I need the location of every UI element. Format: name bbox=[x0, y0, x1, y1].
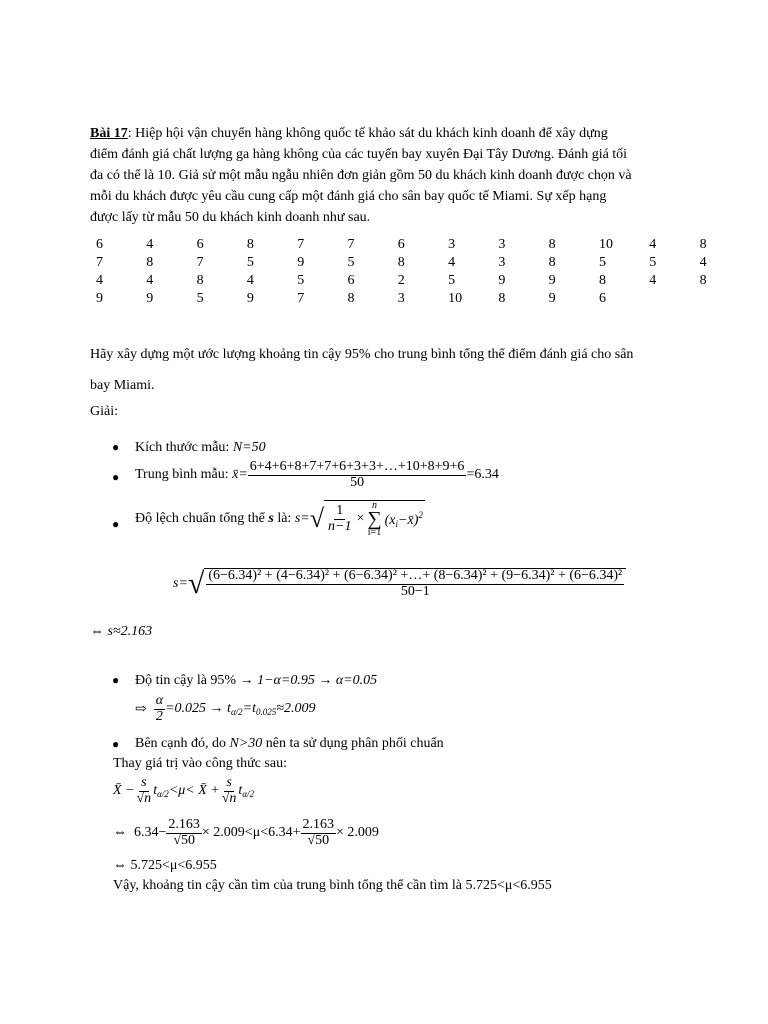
sample-mean-lhs: x̄= bbox=[232, 467, 248, 483]
std-expanded-formula bbox=[173, 568, 626, 599]
bullet-dot: ● bbox=[112, 470, 120, 484]
ci-s: s bbox=[141, 775, 147, 790]
ci-sub-num: 2.163 bbox=[302, 817, 334, 832]
bullet-dot: ● bbox=[112, 517, 120, 531]
question bbox=[90, 339, 684, 401]
confidence-math: → 1−α=0.95 → α=0.05 bbox=[239, 673, 378, 688]
confidence-label: Độ tin cậy là 95% bbox=[135, 673, 237, 688]
ci-sub-den: √50 bbox=[173, 832, 195, 848]
std-expanded-den: 50−1 bbox=[400, 583, 430, 599]
table-cell: 8 bbox=[146, 255, 154, 270]
ci-sub-c: × 2.009 bbox=[336, 825, 379, 841]
bullet-dot: ● bbox=[112, 673, 120, 687]
table-row bbox=[90, 236, 744, 254]
ci-s-over-sqrtn bbox=[135, 776, 154, 806]
ci-sub-den: √50 bbox=[307, 832, 330, 848]
table-cell: 8 bbox=[548, 237, 556, 252]
table-cell: 8 bbox=[397, 255, 405, 270]
sum-top: n bbox=[371, 500, 377, 511]
t-sub2: 0.025 bbox=[256, 707, 277, 718]
sum-term: (x bbox=[384, 512, 396, 528]
ci-tsub: α/2 bbox=[242, 789, 255, 800]
sample-mean-denominator: 50 bbox=[350, 474, 365, 490]
table-cell: 8 bbox=[598, 273, 606, 288]
problem-text-line1: : Hiệp hội vận chuyển hàng không quốc tế khảo sát du khách kinh doanh để xây dựng bbox=[127, 126, 608, 141]
table-row bbox=[90, 290, 744, 308]
ci-sqrtn: √n bbox=[136, 790, 152, 806]
table-cell: 8 bbox=[699, 237, 707, 252]
table-cell: 8 bbox=[498, 291, 506, 306]
substitute-text: Thay giá trị vào công thức sau: bbox=[113, 756, 287, 771]
sum-term-sub: i bbox=[395, 518, 399, 529]
question-line2: bay Miami. bbox=[90, 378, 155, 393]
ci-tsub: α/2 bbox=[157, 789, 169, 800]
std-label-tail: là: bbox=[277, 510, 292, 526]
sample-mean-fraction bbox=[248, 460, 467, 490]
table-cell: 9 bbox=[548, 291, 556, 306]
std-expanded-radicand bbox=[204, 568, 626, 599]
table-cell: 7 bbox=[297, 291, 305, 306]
table-cell: 6 bbox=[96, 237, 103, 252]
sample-mean-result: =6.34 bbox=[466, 467, 499, 483]
table-cell: 9 bbox=[498, 273, 506, 288]
sample-size-label: Kích thước mẫu: bbox=[135, 440, 230, 455]
table-cell: 8 bbox=[699, 273, 707, 288]
table-row bbox=[90, 254, 744, 272]
table-cell: 3 bbox=[448, 237, 456, 252]
table-cell: 9 bbox=[297, 255, 305, 270]
ci-t: t bbox=[153, 783, 158, 799]
ci-formula bbox=[113, 776, 254, 806]
table-cell: 7 bbox=[297, 237, 305, 252]
std-expanded-fraction bbox=[206, 569, 624, 599]
std-frac-num: 1 bbox=[336, 502, 344, 518]
table-cell: 5 bbox=[649, 255, 657, 270]
table-cell: 9 bbox=[96, 291, 103, 306]
table-cell: 4 bbox=[649, 237, 657, 252]
table-cell: 6 bbox=[598, 291, 606, 306]
table-cell: 4 bbox=[649, 273, 657, 288]
std-frac-den: n−1 bbox=[328, 518, 352, 534]
table-cell: 5 bbox=[196, 291, 204, 306]
sum-symbol: n ∑ i=1 bbox=[367, 500, 382, 538]
ci-mid: <μ< X̄ + bbox=[168, 783, 220, 799]
std-expanded-lhs: s= bbox=[173, 575, 188, 591]
std-frac bbox=[326, 504, 353, 534]
std-label: Độ lệch chuẩn tổng thể bbox=[135, 510, 265, 526]
table-cell: 4 bbox=[146, 273, 154, 288]
normal-math: N>30 bbox=[229, 736, 263, 751]
sample-mean-numerator: 6+4+6+8+7+7+6+3+3+…+10+8+9+6 bbox=[249, 459, 465, 474]
alpha-half bbox=[154, 694, 165, 724]
ci-s: s bbox=[226, 775, 232, 790]
table-cell: 8 bbox=[548, 255, 556, 270]
bullet-std-formula bbox=[135, 500, 425, 537]
table-cell: 3 bbox=[498, 255, 506, 270]
std-result: ⇔ s≈2.163 bbox=[90, 624, 153, 639]
t-eq: =t bbox=[242, 701, 257, 717]
table-cell: 7 bbox=[96, 255, 103, 270]
table-cell: 4 bbox=[448, 255, 456, 270]
bullet-sample-mean bbox=[135, 460, 499, 490]
std-lhs: s= bbox=[294, 510, 310, 526]
table-cell: 7 bbox=[347, 237, 355, 252]
table-cell: 8 bbox=[347, 291, 355, 306]
problem-text-line3: đa có thể là 10. Giả sử một mẫu ngẫu nhiên đơn giản gồm 50 du khách kinh doanh được chọn và bbox=[90, 168, 632, 183]
table-cell: 4 bbox=[96, 273, 103, 288]
std-symbol: s bbox=[268, 510, 274, 526]
table-cell bbox=[694, 290, 744, 308]
bullet-sample-size bbox=[135, 440, 266, 456]
table-cell: 4 bbox=[699, 255, 707, 270]
bullet-dot: ● bbox=[112, 440, 120, 454]
std-expanded-num: (6−6.34)² + (4−6.34)² + (6−6.34)² +…+ (8−6.34)² + (9−6.34)² + (6−6.34)² bbox=[208, 568, 623, 583]
problem-statement bbox=[90, 123, 684, 228]
critical-value-step bbox=[135, 694, 315, 724]
table-cell: 5 bbox=[448, 273, 456, 288]
table-row bbox=[90, 272, 744, 290]
ci-sub-frac1 bbox=[166, 818, 202, 848]
table-cell: 6 bbox=[347, 273, 355, 288]
table-cell: 5 bbox=[347, 255, 355, 270]
sample-mean-label: Trung bình mẫu: bbox=[135, 467, 229, 483]
problem-title: Bài 17 bbox=[90, 126, 128, 141]
sample-size-math: N=50 bbox=[232, 440, 266, 455]
table-cell: 5 bbox=[297, 273, 305, 288]
table-cell: 8 bbox=[246, 237, 254, 252]
table-cell: 5 bbox=[598, 255, 606, 270]
bullet-normal bbox=[135, 736, 444, 752]
ci-sub-b: × 2.009<μ<6.34+ bbox=[201, 825, 301, 841]
alpha-num: α bbox=[155, 693, 164, 708]
sum-term-rest: −x̄) bbox=[398, 512, 419, 528]
table-cell: 9 bbox=[548, 273, 556, 288]
alpha-den: 2 bbox=[155, 708, 163, 724]
ci-xbar: X̄ − bbox=[113, 783, 135, 799]
ci-sqrtn: √n bbox=[221, 790, 237, 806]
ci-t: t bbox=[238, 783, 243, 799]
table-cell: 3 bbox=[397, 291, 405, 306]
sqrt-sign: √ bbox=[187, 566, 205, 600]
problem-text-line4: mỗi du khách được yêu cầu cung cấp một đánh giá cho sân bay quốc tế Miami. Sự xếp hạng bbox=[90, 189, 607, 204]
ci-sub-frac2 bbox=[301, 818, 337, 848]
problem-text-line2: điểm đánh giá chất lượng ga hàng không của các tuyến bay xuyên Đại Tây Dương. Đánh giá tối bbox=[90, 147, 628, 162]
bullet-confidence bbox=[135, 673, 377, 689]
normal-text: Bên cạnh đó, do bbox=[135, 736, 226, 751]
table-cell bbox=[643, 290, 693, 308]
table-cell: 6 bbox=[196, 237, 204, 252]
table-cell: 6 bbox=[397, 237, 405, 252]
table-cell: 7 bbox=[196, 255, 204, 270]
sqrt-sign: √ bbox=[309, 503, 324, 533]
table-cell: 4 bbox=[146, 237, 154, 252]
ratings-table bbox=[90, 236, 744, 308]
ci-sub-a: 6.34− bbox=[134, 825, 167, 841]
std-radicand: $\frac{1}{n-1}$ × n ∑ i=1 $(x_i-x̄)^2$ bbox=[324, 500, 425, 537]
ci-sub-num: 2.163 bbox=[168, 817, 200, 832]
question-line1: Hãy xây dựng một ước lượng khoảng tin cậy 95% cho trung bình tổng thể điểm đánh giá cho sân bbox=[90, 347, 634, 362]
bullet-dot: ● bbox=[112, 737, 120, 751]
table-cell: 4 bbox=[246, 273, 254, 288]
sum-bottom: i=1 bbox=[367, 527, 382, 538]
table-cell: 3 bbox=[498, 237, 506, 252]
step-arrow: ⇨ bbox=[135, 701, 147, 717]
equiv-sign: ⇔ bbox=[113, 825, 127, 841]
normal-rest: nên ta sử dụng phân phối chuẩn bbox=[265, 736, 444, 751]
ci-result: ⇔ 5.725<μ<6.955 bbox=[113, 858, 217, 873]
table-cell: 10 bbox=[598, 237, 613, 252]
table-cell: 9 bbox=[246, 291, 254, 306]
step-rest: =0.025 → t bbox=[165, 701, 231, 717]
ci-s-over-sqrtn-2 bbox=[220, 776, 239, 806]
t-val: ≈2.009 bbox=[276, 701, 316, 717]
sum-term-sq: 2 bbox=[418, 509, 423, 520]
table-cell: 2 bbox=[397, 273, 405, 288]
table-cell: 10 bbox=[448, 291, 463, 306]
table-cell: 8 bbox=[196, 273, 204, 288]
ci-substituted bbox=[113, 818, 379, 848]
conclusion: Vậy, khoảng tin cậy cần tìm của trung bình tổng thể cần tìm là 5.725<μ<6.955 bbox=[113, 878, 552, 893]
solution-heading: Giải: bbox=[90, 404, 118, 419]
t-sub: α/2 bbox=[230, 707, 243, 718]
table-cell: 5 bbox=[246, 255, 254, 270]
table-cell: 9 bbox=[146, 291, 154, 306]
problem-text-line5: được lấy từ mẫu 50 du khách kinh doanh như sau. bbox=[90, 210, 371, 225]
